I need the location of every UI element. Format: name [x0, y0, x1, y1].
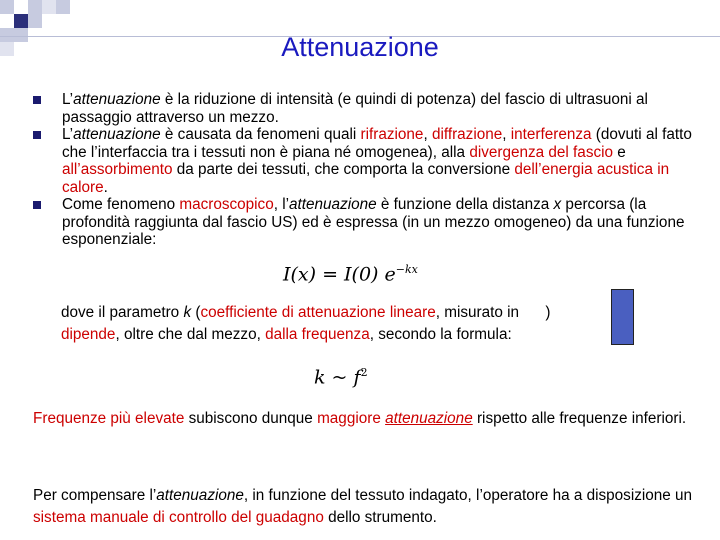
bullet-item: L’attenuazione è causata da fenomeni quali rifrazione, diffrazione, interferenza (dovuti al fatto che l’interfaccia tra i tessuti non è piana né omogenea), alla divergenza del fascio e all’assorbimento da parte dei tessuti, che comporta la conversione dell’energia acustica in calore.	[32, 126, 692, 196]
bullet-item: Come fenomeno macroscopico, l’attenuazione è funzione della distanza x percorsa (la profondità raggiunta dal fascio US) ed è espressa (in un mezzo omogeneo) da una funzione esponenziale:	[32, 196, 692, 249]
embedded-object-placeholder	[611, 289, 634, 345]
square-bullet-icon	[33, 131, 41, 139]
square-bullet-icon	[33, 96, 41, 104]
frequency-formula: k ~ $f^2$	[314, 366, 368, 389]
bullet-list	[32, 91, 692, 249]
gain-control-paragraph: Per compensare l’attenuazione, in funzione del tessuto indagato, l’operatore ha a disposizione un sistema manuale di controllo del guadagno dello strumento.	[33, 487, 693, 526]
attenuation-formula: I(x) = I(0) $e^{-kx}$	[283, 263, 418, 286]
bullet-item: L’attenuazione è la riduzione di intensità (e quindi di potenza) del fascio di ultrasuoni al passaggio attraverso un mezzo.	[32, 91, 692, 126]
square-bullet-icon	[33, 201, 41, 209]
frequency-paragraph: Frequenze più elevate subiscono dunque maggiore attenuazione rispetto alle frequenze inferiori.	[33, 410, 687, 427]
coefficient-paragraph: dove il parametro k (coefficiente di attenuazione lineare, misurato in ) dipende, oltre che dal mezzo, dalla frequenza, secondo la formula:	[61, 304, 551, 343]
page-title: Attenuazione	[281, 32, 439, 62]
